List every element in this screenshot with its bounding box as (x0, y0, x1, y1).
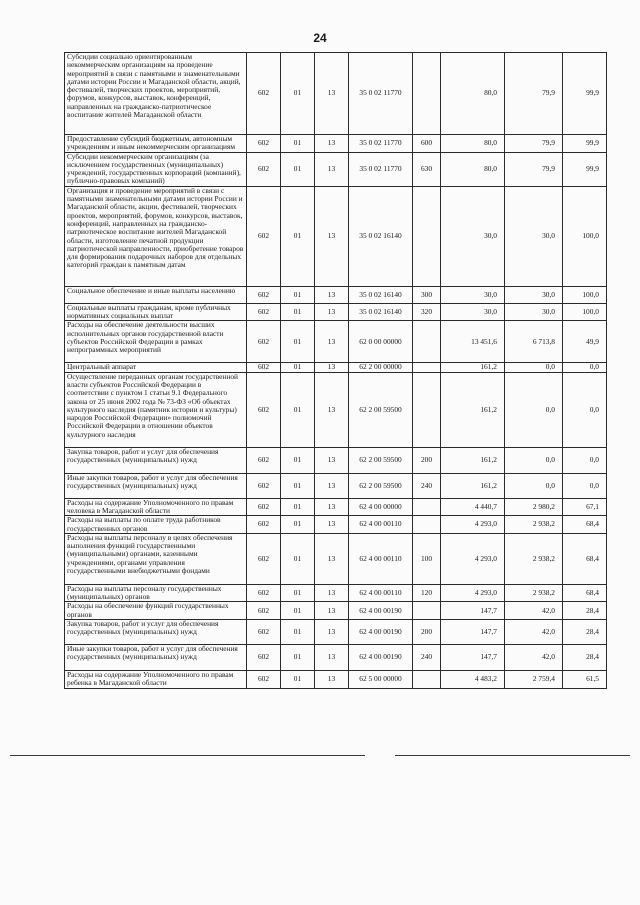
row-executed-amount: 30,0 (505, 286, 563, 303)
row-article-code: 62 0 00 00000 (349, 321, 413, 363)
row-percent: 28,4 (563, 645, 607, 671)
row-subsection-code: 13 (315, 186, 349, 286)
row-expense-type: 240 (413, 645, 441, 671)
row-subsection-code: 13 (315, 152, 349, 186)
row-section-code: 01 (281, 602, 315, 620)
row-article-code: 62 2 00 59500 (349, 372, 413, 447)
row-plan-amount: 80,0 (441, 152, 505, 186)
row-ministry-code: 602 (247, 321, 281, 363)
row-subsection-code: 13 (315, 321, 349, 363)
row-section-code: 01 (281, 321, 315, 363)
row-article-code: 62 2 00 59500 (349, 473, 413, 498)
row-section-code: 01 (281, 645, 315, 671)
row-executed-amount: 2 980,2 (505, 498, 563, 516)
row-plan-amount: 80,0 (441, 53, 505, 135)
table-row (65, 671, 607, 689)
table-row (65, 321, 607, 363)
row-section-code: 01 (281, 186, 315, 286)
page-number: 24 (313, 31, 327, 45)
row-percent: 100,0 (563, 286, 607, 303)
row-ministry-code: 602 (247, 186, 281, 286)
table-row (65, 498, 607, 516)
row-percent: 0,0 (563, 372, 607, 447)
row-section-code: 01 (281, 53, 315, 135)
row-executed-amount: 30,0 (505, 186, 563, 286)
row-article-code: 35 0 02 16140 (349, 186, 413, 286)
row-plan-amount: 4 293,0 (441, 533, 505, 584)
row-percent: 99,9 (563, 53, 607, 135)
row-percent: 0,0 (563, 363, 607, 372)
row-name: Иные закупки товаров, работ и услуг для обеспечения государственных (муниципальных) нужд (65, 645, 247, 671)
row-plan-amount: 4 483,2 (441, 671, 505, 689)
table-row (65, 303, 607, 321)
row-executed-amount: 42,0 (505, 645, 563, 671)
row-expense-type (413, 53, 441, 135)
row-executed-amount: 0,0 (505, 447, 563, 473)
row-article-code: 62 4 00 00110 (349, 584, 413, 602)
row-ministry-code: 602 (247, 602, 281, 620)
table-row (65, 602, 607, 620)
row-plan-amount: 30,0 (441, 303, 505, 321)
row-executed-amount: 42,0 (505, 620, 563, 645)
row-executed-amount: 79,9 (505, 152, 563, 186)
row-executed-amount: 30,0 (505, 303, 563, 321)
row-expense-type: 240 (413, 473, 441, 498)
row-executed-amount: 0,0 (505, 473, 563, 498)
row-plan-amount: 147,7 (441, 645, 505, 671)
row-expense-type (413, 671, 441, 689)
row-executed-amount: 79,9 (505, 135, 563, 153)
row-ministry-code: 602 (247, 620, 281, 645)
row-ministry-code: 602 (247, 533, 281, 584)
row-name: Расходы на выплаты персоналу в целях обеспечения выполнения функций государственными (муниципальными) органами, казенными учреждениями, органами управления государственными внебюджетными фондами (65, 533, 247, 584)
row-article-code: 62 4 00 00110 (349, 516, 413, 534)
row-expense-type: 320 (413, 303, 441, 321)
row-article-code: 35 0 02 16140 (349, 286, 413, 303)
row-section-code: 01 (281, 516, 315, 534)
row-section-code: 01 (281, 620, 315, 645)
row-expense-type (413, 372, 441, 447)
row-subsection-code: 13 (315, 53, 349, 135)
table-row (65, 135, 607, 153)
table-row (65, 620, 607, 645)
row-expense-type: 100 (413, 533, 441, 584)
row-name: Расходы на выплаты персоналу государственных (муниципальных) органов (65, 584, 247, 602)
row-ministry-code: 602 (247, 53, 281, 135)
row-ministry-code: 602 (247, 645, 281, 671)
bottom-rule-left (10, 755, 365, 756)
row-section-code: 01 (281, 286, 315, 303)
row-section-code: 01 (281, 473, 315, 498)
row-article-code: 35 0 02 16140 (349, 303, 413, 321)
row-plan-amount: 13 451,6 (441, 321, 505, 363)
row-subsection-code: 13 (315, 303, 349, 321)
row-percent: 0,0 (563, 447, 607, 473)
row-expense-type: 120 (413, 584, 441, 602)
table-row (65, 533, 607, 584)
row-article-code: 35 0 02 11770 (349, 152, 413, 186)
row-article-code: 62 4 00 00000 (349, 498, 413, 516)
row-expense-type (413, 363, 441, 372)
row-name: Социальное обеспечение и иные выплаты населению (65, 286, 247, 303)
row-expense-type (413, 498, 441, 516)
row-article-code: 35 0 02 11770 (349, 53, 413, 135)
table-row (65, 53, 607, 135)
row-subsection-code: 13 (315, 135, 349, 153)
row-plan-amount: 4 440,7 (441, 498, 505, 516)
table-row (65, 372, 607, 447)
row-name: Центральный аппарат (65, 363, 247, 372)
row-article-code: 62 2 00 59500 (349, 447, 413, 473)
row-subsection-code: 13 (315, 645, 349, 671)
row-executed-amount: 2 759,4 (505, 671, 563, 689)
row-subsection-code: 13 (315, 671, 349, 689)
row-ministry-code: 602 (247, 516, 281, 534)
row-subsection-code: 13 (315, 286, 349, 303)
row-section-code: 01 (281, 447, 315, 473)
row-expense-type (413, 602, 441, 620)
row-section-code: 01 (281, 135, 315, 153)
row-plan-amount: 80,0 (441, 135, 505, 153)
table-row (65, 473, 607, 498)
table-row (65, 152, 607, 186)
row-ministry-code: 602 (247, 584, 281, 602)
budget-table-body (65, 53, 607, 689)
row-section-code: 01 (281, 584, 315, 602)
row-percent: 100,0 (563, 186, 607, 286)
row-subsection-code: 13 (315, 516, 349, 534)
row-percent: 68,4 (563, 584, 607, 602)
row-article-code: 62 4 00 00190 (349, 645, 413, 671)
row-section-code: 01 (281, 363, 315, 372)
row-section-code: 01 (281, 671, 315, 689)
row-name: Осуществление переданных органам государственной власти субъектов Российской Федерации в соответствии с пунктом 1 статьи 9.1 Федерального закона от 25 июня 2002 года № 73-ФЗ «Об объектах культурного наследия (памятник истории и культуры) народов Российской Федерации» полномочий Российской Федерации в отношении объектов культурного наследия (65, 372, 247, 447)
row-plan-amount: 30,0 (441, 186, 505, 286)
row-plan-amount: 161,2 (441, 363, 505, 372)
row-name: Субсидии некоммерческим организациям (за исключением государственных (муниципальных) учреждений, государственных корпораций (компаний), публично-правовых компаний) (65, 152, 247, 186)
row-name: Организация и проведение мероприятий в связи с памятными знаменательными датами истории России и Магаданской области, акции, фестивалей, творческих проектов, мероприятий, форумов, конкурсов, выставок, конференций, направленных на гражданско-патриотическое воспитание жителей Магаданской области, изготовление печатной продукции патриотической направленности, приобретение товаров для формирования подарочных наборов для отдельных категорий граждан к памятным датам (65, 186, 247, 286)
row-ministry-code: 602 (247, 363, 281, 372)
row-name: Предоставление субсидий бюджетным, автономным учреждениям и иным некоммерческим организациям (65, 135, 247, 153)
table-row (65, 286, 607, 303)
row-percent: 61,5 (563, 671, 607, 689)
row-expense-type: 200 (413, 447, 441, 473)
row-expense-type: 630 (413, 152, 441, 186)
row-expense-type: 300 (413, 286, 441, 303)
row-name: Иные закупки товаров, работ и услуг для обеспечения государственных (муниципальных) нужд (65, 473, 247, 498)
bottom-rule-right (395, 755, 630, 756)
row-executed-amount: 0,0 (505, 372, 563, 447)
row-expense-type (413, 516, 441, 534)
row-ministry-code: 602 (247, 473, 281, 498)
table-row (65, 447, 607, 473)
row-executed-amount: 2 938,2 (505, 516, 563, 534)
row-section-code: 01 (281, 303, 315, 321)
row-article-code: 62 5 00 00000 (349, 671, 413, 689)
row-executed-amount: 42,0 (505, 602, 563, 620)
table-row (65, 186, 607, 286)
row-ministry-code: 602 (247, 152, 281, 186)
row-subsection-code: 13 (315, 498, 349, 516)
row-section-code: 01 (281, 152, 315, 186)
row-name: Закупка товаров, работ и услуг для обеспечения государственных (муниципальных) нужд (65, 447, 247, 473)
row-executed-amount: 2 938,2 (505, 584, 563, 602)
row-ministry-code: 602 (247, 303, 281, 321)
row-section-code: 01 (281, 533, 315, 584)
row-percent: 49,9 (563, 321, 607, 363)
row-executed-amount: 2 938,2 (505, 533, 563, 584)
row-plan-amount: 161,2 (441, 447, 505, 473)
row-name: Закупка товаров, работ и услуг для обеспечения государственных (муниципальных) нужд (65, 620, 247, 645)
row-ministry-code: 602 (247, 498, 281, 516)
row-plan-amount: 161,2 (441, 372, 505, 447)
budget-table (64, 52, 607, 689)
row-subsection-code: 13 (315, 447, 349, 473)
table-row (65, 584, 607, 602)
row-article-code: 62 4 00 00110 (349, 533, 413, 584)
row-executed-amount: 6 713,8 (505, 321, 563, 363)
row-article-code: 62 2 00 00000 (349, 363, 413, 372)
row-subsection-code: 13 (315, 533, 349, 584)
row-plan-amount: 4 293,0 (441, 516, 505, 534)
row-name: Расходы на выплаты по оплате труда работников государственных органов (65, 516, 247, 534)
row-expense-type (413, 186, 441, 286)
row-name: Расходы на содержание Уполномоченного по правам человека в Магаданской области (65, 498, 247, 516)
row-section-code: 01 (281, 372, 315, 447)
row-percent: 100,0 (563, 303, 607, 321)
row-ministry-code: 602 (247, 372, 281, 447)
row-name: Субсидии социально ориентированным некоммерческим организациям на проведение мероприятий в связи с памятными и знаменательными датами истории России и Магаданской области, акций, фестивалей, творческих проектов, мероприятий, форумов, конкурсов, выставок, конференций, направленных на гражданско-патриотическое воспитание жителей Магаданской области (65, 53, 247, 135)
row-plan-amount: 30,0 (441, 286, 505, 303)
row-subsection-code: 13 (315, 584, 349, 602)
row-article-code: 35 0 02 11770 (349, 135, 413, 153)
row-name: Расходы на обеспечение деятельности высших исполнительных органов государственной власти субъектов Российской Федерации в рамках непрограммных мероприятий (65, 321, 247, 363)
row-expense-type (413, 321, 441, 363)
row-ministry-code: 602 (247, 135, 281, 153)
row-section-code: 01 (281, 498, 315, 516)
table-row (65, 363, 607, 372)
row-ministry-code: 602 (247, 671, 281, 689)
row-plan-amount: 147,7 (441, 620, 505, 645)
row-expense-type: 600 (413, 135, 441, 153)
row-subsection-code: 13 (315, 473, 349, 498)
row-percent: 0,0 (563, 473, 607, 498)
row-executed-amount: 0,0 (505, 363, 563, 372)
row-subsection-code: 13 (315, 372, 349, 447)
row-subsection-code: 13 (315, 620, 349, 645)
row-plan-amount: 4 293,0 (441, 584, 505, 602)
row-name: Расходы на содержание Уполномоченного по правам ребенка в Магаданской области (65, 671, 247, 689)
row-percent: 28,4 (563, 620, 607, 645)
row-percent: 68,4 (563, 533, 607, 584)
row-article-code: 62 4 00 00190 (349, 620, 413, 645)
row-percent: 67,1 (563, 498, 607, 516)
row-percent: 28,4 (563, 602, 607, 620)
row-subsection-code: 13 (315, 602, 349, 620)
row-expense-type: 200 (413, 620, 441, 645)
table-row (65, 516, 607, 534)
row-ministry-code: 602 (247, 447, 281, 473)
row-percent: 99,9 (563, 152, 607, 186)
row-percent: 68,4 (563, 516, 607, 534)
row-plan-amount: 161,2 (441, 473, 505, 498)
row-ministry-code: 602 (247, 286, 281, 303)
row-executed-amount: 79,9 (505, 53, 563, 135)
row-article-code: 62 4 00 00190 (349, 602, 413, 620)
row-plan-amount: 147,7 (441, 602, 505, 620)
row-percent: 99,9 (563, 135, 607, 153)
row-subsection-code: 13 (315, 363, 349, 372)
row-name: Расходы на обеспечение функций государственных органов (65, 602, 247, 620)
row-name: Социальные выплаты гражданам, кроме публичных нормативных социальных выплат (65, 303, 247, 321)
table-row (65, 645, 607, 671)
